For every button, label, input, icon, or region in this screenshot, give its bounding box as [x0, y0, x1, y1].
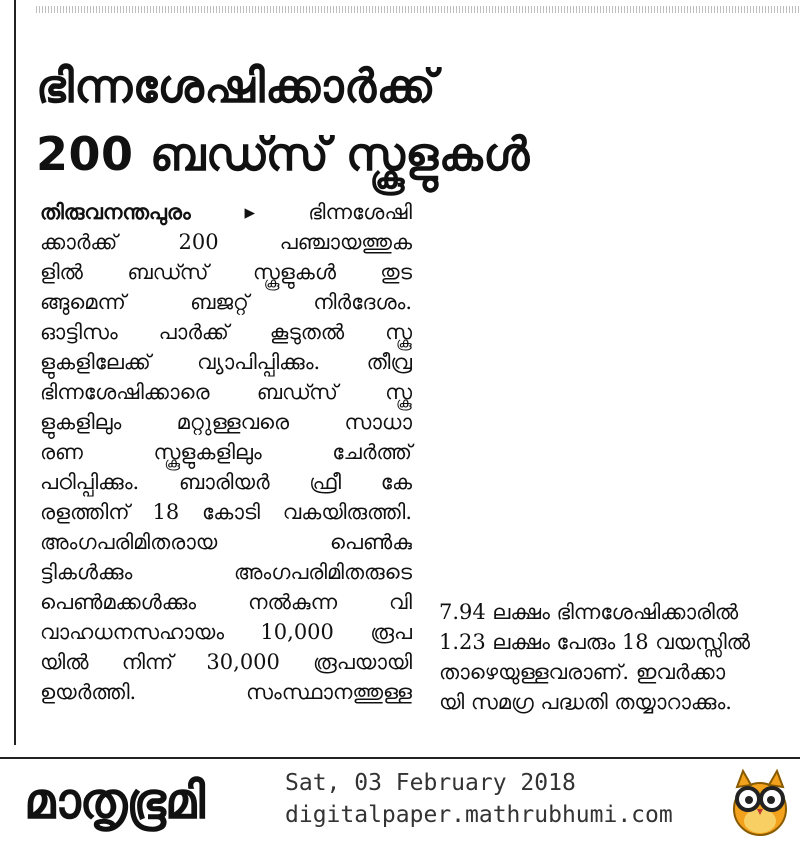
footer-divider	[0, 757, 800, 759]
article-line: യി സമഗ്ര പദ്ധതി തയ്യാറാക്കും.	[439, 690, 732, 714]
article-line: രണ സ്കൂളുകളിലും ചേർത്ത്	[40, 440, 412, 464]
article-body-column-1	[40, 197, 412, 707]
article-body-column-2	[439, 597, 800, 717]
footer-info	[285, 767, 673, 831]
article-line: ളിൽ ബഡ്സ് സ്കൂളുകൾ തുട	[40, 260, 412, 284]
article-line: ക്കാർക്ക് 200 പഞ്ചായത്തുക	[40, 230, 412, 254]
article-line: 7.94 ലക്ഷം ഭിന്നശേഷിക്കാരിൽ	[439, 600, 739, 624]
headline-line-2: 200 ബഡ്സ് സ്കൂളുകൾ	[36, 127, 530, 181]
article-line	[40, 197, 412, 227]
article-line: രളത്തിന് 18 കോടി വകയിരുത്തി.	[40, 500, 412, 524]
article-line: പഠിപ്പിക്കും. ബാരിയർ ഫ്രീ കേ	[40, 470, 412, 494]
headline	[36, 52, 796, 188]
article-line: യിൽ നിന്ന് 30,000 രൂപയായി	[40, 650, 412, 674]
article-line: 1.23 ലക്ഷം പേരും 18 വയസ്സിൽ	[439, 630, 751, 654]
top-border	[36, 6, 800, 13]
website-link[interactable]: digitalpaper.mathrubhumi.com	[285, 802, 673, 828]
article-line: ഭിന്നശേഷിക്കാരെ ബഡ്സ് സ്കൂ	[40, 380, 412, 404]
publication-date: Sat, 03 February 2018	[285, 770, 576, 796]
article-line: അംഗപരിമിതരായ പെൺകു	[40, 530, 412, 554]
article-line: ങ്ങുമെന്ന് ബജറ്റ് നിർദേശം.	[40, 290, 412, 314]
dateline: തിരുവനന്തപുരം ▸	[40, 200, 256, 224]
headline-line-1: ഭിന്നശേഷിക്കാർക്ക്	[36, 59, 437, 113]
column-divider	[14, 0, 16, 745]
mathrubhumi-logo: മാതൃഭൂമി	[24, 771, 205, 830]
article-line: ട്ടികൾക്കും അംഗപരിമിതരുടെ	[40, 560, 412, 584]
article-line: പെൺമക്കൾക്കും നൽകുന്ന വി	[40, 590, 412, 614]
owl-icon	[727, 765, 793, 837]
article-line: ളുകളിലേക്ക് വ്യാപിപ്പിക്കും. തീവ്ര	[40, 350, 412, 374]
article-line: താഴെയുള്ളവരാണ്. ഇവർക്കാ	[439, 660, 726, 684]
article-line: ളുകളിലും മറ്റുള്ളവരെ സാധാ	[40, 410, 412, 434]
footer	[0, 757, 800, 842]
article-line: ഓട്ടിസം പാർക്ക് കൂടുതൽ സ്കൂ	[40, 320, 412, 344]
article-line: വാഹധനസഹായം 10,000 രൂപ	[40, 620, 412, 644]
article-line: ഉയർത്തി. സംസ്ഥാനത്തുള്ള	[40, 680, 412, 704]
article-line-text: ഭിന്നശേഷി	[308, 200, 412, 224]
